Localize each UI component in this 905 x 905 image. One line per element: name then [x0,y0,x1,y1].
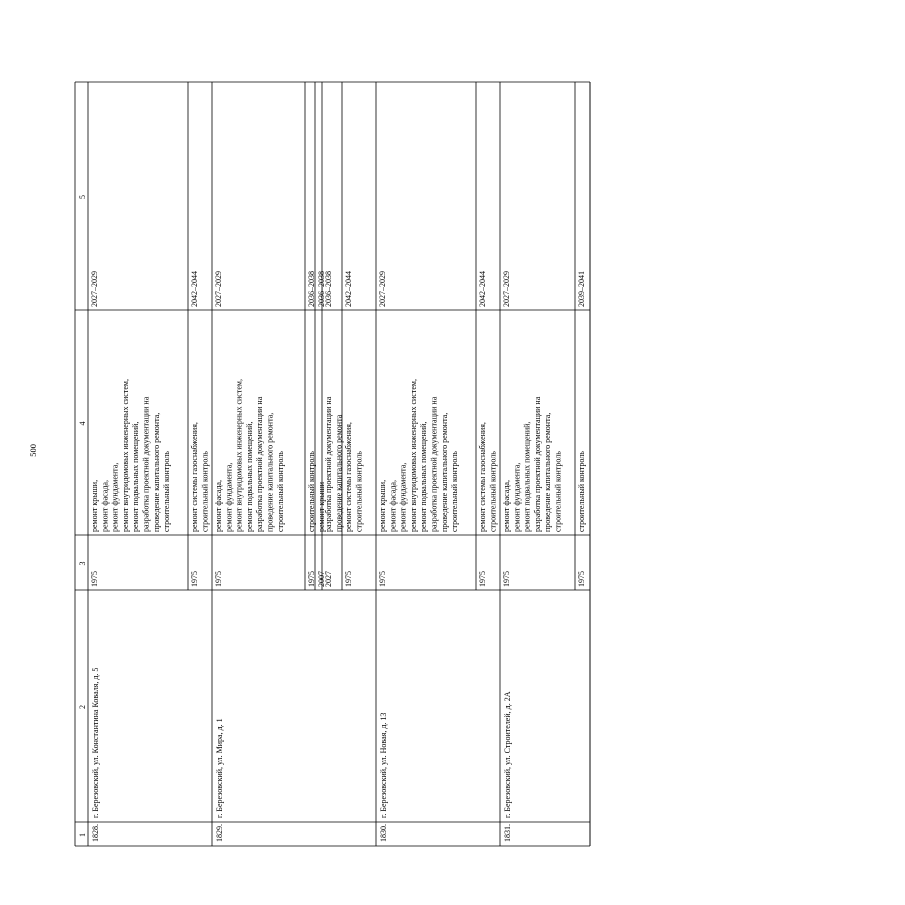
entry-work-line: ремонт крыши [317,481,326,532]
entry-work-line: строительный контроль [162,451,172,532]
entry-year: 1975 [214,571,223,587]
entry-work-line: строительный контроль [307,451,316,532]
entry-year: 1975 [344,571,353,587]
entry-period: 2036–2038 [317,271,326,307]
entry-work-line: проведение капитального ремонта [334,414,344,532]
entry-year: 1975 [190,571,199,587]
row-address: г. Березовский, ул. Строителей, д. 2А [503,691,512,818]
entry-period: 2027–2029 [378,271,387,307]
column-header-1: 1 [78,833,87,837]
entry-period: 2027–2029 [90,271,99,307]
row-address: г. Березовский, ул. Константина Коваля, д. 5 [91,667,100,818]
entry-work-line: ремонт фундамента, [224,462,234,532]
entry-work-line: строительный контроль [450,451,460,532]
entry-work-line: проведение капитального ремонта, [151,412,161,532]
row-number: 1831. [503,824,512,842]
entry-period: 2039–2041 [577,271,586,307]
entry-work-line: ремонт внутридомовых инженерных систем, [120,379,130,532]
entry-work-line: ремонт крыши, [378,479,387,532]
entry-period: 2042–2044 [190,271,199,307]
row-number: 1829. [215,824,224,842]
entry-year: 2027 [324,571,333,587]
row-number: 1828. [91,824,100,842]
column-header-5: 5 [78,195,87,199]
entry-work-line: ремонт фундамента, [110,462,120,532]
entry-work-line: ремонт фундамента, [512,462,522,532]
entry-year: 1975 [90,571,99,587]
entry-work-line: ремонт фасада, [214,480,223,532]
entry-period: 2027–2029 [214,271,223,307]
entry-period: 2042–2044 [478,271,487,307]
entry-year: 1975 [478,571,487,587]
entry-period: 2036–2038 [324,271,333,307]
entry-work-line: ремонт внутридомовых инженерных систем, [234,379,244,532]
entry-year: 1975 [307,571,316,587]
row-address: г. Березовский, ул. Мира, д. 1 [215,718,224,818]
entry-period: 2042–2044 [344,271,353,307]
entry-work-line: разработка проектной документации на [429,396,439,532]
entry-year: 1975 [502,571,511,587]
entry-work-line: разработка проектной документации на [532,396,542,532]
entry-work-line: ремонт внутридомовых инженерных систем, [408,379,418,532]
entry-work-line: ремонт фасада, [388,480,398,532]
entry-work-line: ремонт фасада, [100,480,110,532]
entry-work-line: строительный контроль [200,451,210,532]
column-header-4: 4 [78,421,87,426]
column-header-3: 3 [78,561,87,566]
entry-year: 2007 [317,571,326,587]
entry-period: 2036–2038 [307,271,316,307]
entry-work-line: ремонт подвальных помещений, [522,421,532,532]
entry-work-line: ремонт системы газоснабжения, [190,422,199,532]
entry-work-line: ремонт фасада, [502,480,511,532]
entry-work-line: разработка проектной документации на [324,396,333,532]
row-number: 1830. [379,824,388,842]
entry-work-line: строительный контроль [488,451,498,532]
entry-work-line: ремонт фундамента, [398,462,408,532]
entry-work-line: ремонт подвальных помещений, [419,421,429,532]
entry-period: 2027–2029 [502,271,511,307]
entry-work-line: ремонт подвальных помещений, [244,421,254,532]
entry-work-line: строительный контроль [275,451,285,532]
entry-work-line: проведение капитального ремонта, [543,412,553,532]
entry-work-line: разработка проектной документации на [255,396,265,532]
entry-work-line: строительный контроль [577,451,586,532]
entry-work-line: проведение капитального ремонта, [439,412,449,532]
entry-work-line: ремонт крыши, [90,479,99,532]
entry-work-line: ремонт системы газоснабжения, [478,422,487,532]
column-header-2: 2 [78,705,87,709]
entry-work-line: ремонт системы газоснабжения, [344,422,353,532]
entry-work-line: проведение капитального ремонта, [265,412,275,532]
entry-year: 1975 [378,571,387,587]
entry-work-line: строительный контроль [553,451,563,532]
entry-work-line: строительный контроль [354,451,364,532]
page-number: 500 [28,444,38,457]
row-address: г. Березовский, ул. Новая, д. 13 [379,712,388,818]
entry-work-line: разработка проектной документации на [141,396,151,532]
entry-work-line: ремонт подвальных помещений, [131,421,141,532]
entry-year: 1975 [577,571,586,587]
